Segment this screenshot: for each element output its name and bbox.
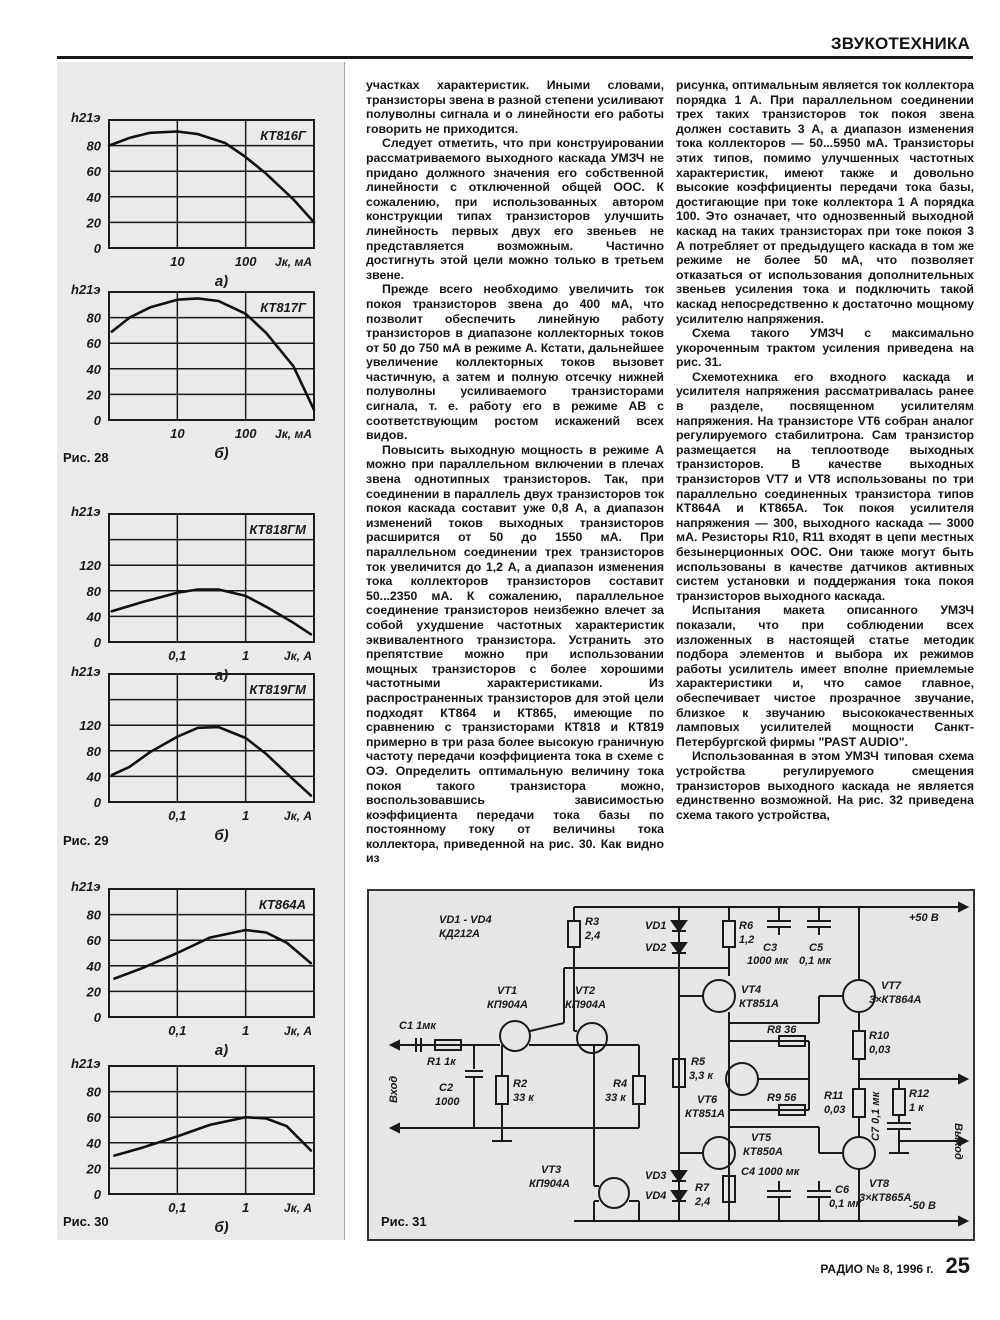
header-rule	[57, 56, 973, 59]
magazine-issue: РАДИО № 8, 1996 г.	[820, 1262, 934, 1276]
transistor-type-label: КТ818ГМ	[249, 522, 306, 537]
y-axis-label: h21э	[71, 110, 101, 125]
page-number: 25	[945, 1253, 970, 1278]
resistor-r4	[633, 1076, 645, 1104]
series-line	[114, 930, 311, 979]
y-tick-label: 0	[93, 795, 101, 810]
x-tick-label: 10	[170, 426, 185, 441]
y-tick-label: 80	[86, 138, 101, 154]
label-vt7-type: 3×КТ864А	[869, 994, 922, 1006]
y-tick-label: 80	[86, 1084, 101, 1100]
x-tick-label: 0,1	[168, 1200, 187, 1215]
subfigure-label: б)	[214, 827, 229, 842]
y-tick-label: 80	[86, 743, 101, 759]
paragraph: Схемотехника его входного каскада и усилителя напряжения рассматривалась ранее в разделе, посвященном усилителям напряжения. На транзисторе VT6 собран аналог регулируемого стабилитрона. Сам транзистор размещается на теплоотводе выходных транзисторов. В качестве выходных транзисторов VT7 и VT8 использованы по три параллельно соединенных транзистора типов КТ864А и КТ865А. Ток покоя усилителя напряжения — 300, выходного каскада — 3000 мА. Резисторы R10, R11 входят в цепи местных безынерционных ООС. Они также могут быть использованы в качестве датчиков активных систем установки и поддержания тока покоя транзисторов выходного каскада.	[676, 369, 974, 603]
figure-caption-28: Рис. 28	[63, 450, 109, 465]
label-vt1: VT1	[497, 985, 518, 997]
x-tick-label: 1	[242, 648, 250, 663]
label-vt4: VT4	[741, 984, 762, 996]
x-axis-label: Jк, мА	[275, 427, 312, 441]
y-tick-label: 60	[86, 1110, 101, 1126]
series-line	[112, 298, 314, 409]
y-axis-label: h21э	[71, 1056, 101, 1071]
y-axis-label: h21э	[71, 879, 101, 894]
resistor-r10	[853, 1031, 865, 1059]
series-line	[112, 590, 311, 635]
label-vd2: VD2	[645, 942, 667, 954]
label-r8: R8 36	[767, 1024, 797, 1036]
label-r11-value: 0,03	[824, 1104, 846, 1116]
label-vt2: VT2	[575, 985, 596, 997]
y-axis-label: h21э	[71, 504, 101, 519]
page-footer	[820, 1253, 970, 1279]
y-tick-label: 40	[86, 958, 101, 974]
chart-kt819gm	[57, 652, 344, 842]
paragraph: Следует отметить, что при конструировании рассматриваемого выходного каскада УМЗЧ не придано должного значения его собственной линейности с отключенной общей ООС. К сожалению, при использованных автором конструкции типах транзисторов улучшить линейность первых двух его звеньев не представляется возможным. Частично достигнуть этой цели можно только в третьем звене.	[366, 136, 664, 282]
x-tick-label: 100	[234, 254, 257, 269]
transistor-type-label: КТ817Г	[260, 300, 306, 315]
label-r6-value: 1,2	[739, 934, 755, 946]
label-r1: R1 1к	[427, 1056, 456, 1068]
label-r2: R2	[513, 1078, 528, 1090]
figure-caption-31: Рис. 31	[381, 1214, 427, 1229]
chart-svg	[57, 652, 344, 842]
subfigure-label: б)	[214, 1219, 229, 1234]
x-tick-label: 0,1	[168, 648, 187, 663]
label-r7: R7	[695, 1182, 710, 1194]
figure-caption-29: Рис. 29	[63, 833, 109, 848]
mosfet-vt1	[500, 1021, 530, 1051]
diode-vd3	[672, 1171, 686, 1181]
diode-vd1	[672, 921, 686, 931]
mosfet-vt3	[599, 1178, 629, 1208]
label-output: Выход	[952, 1123, 964, 1160]
y-tick-label: 20	[86, 984, 101, 1000]
label-c2-value: 1000	[435, 1096, 460, 1108]
label-plus-50v: +50 В	[909, 912, 939, 924]
label-vt1-type: КП904А	[487, 999, 528, 1011]
y-tick-label: 80	[86, 583, 101, 599]
subfigure-label: а)	[214, 667, 229, 682]
input-arrow-icon	[391, 1041, 399, 1049]
label-r3: R3	[585, 916, 600, 928]
label-r12: R12	[909, 1088, 930, 1100]
y-tick-label: 0	[93, 241, 101, 256]
y-tick-label: 120	[79, 718, 101, 734]
label-r3-value: 2,4	[585, 930, 601, 942]
chart-svg	[57, 867, 344, 1057]
resistor-r12	[893, 1089, 905, 1115]
label-vd1: VD1	[645, 920, 667, 932]
mosfet-vt2	[577, 1023, 607, 1053]
series-line	[114, 1117, 311, 1155]
y-tick-label: 20	[86, 387, 101, 403]
x-axis-label: Jк, А	[283, 649, 312, 663]
label-vd-range: VD1 - VD4	[439, 914, 492, 926]
label-vd-type: КД212А	[439, 928, 481, 940]
label-input: Вход	[388, 1075, 400, 1103]
label-vt6: VT6	[697, 1094, 718, 1106]
transistor-type-label: КТ816Г	[260, 128, 306, 143]
x-axis-label: Jк, А	[283, 1201, 312, 1215]
y-tick-label: 80	[86, 310, 101, 326]
label-r4-value: 33 к	[605, 1092, 626, 1104]
label-r5-value: 3,3 к	[689, 1070, 713, 1082]
label-vt5-type: КТ850А	[743, 1146, 783, 1158]
paragraph: участках характеристик. Иными словами, транзисторы звена в разной степени усиливают полуволны сигнала и о линейности его работы говорить не приходится.	[366, 78, 664, 136]
label-vt6-type: КТ851А	[685, 1108, 725, 1120]
label-vt4-type: КТ851А	[739, 998, 779, 1010]
y-tick-label: 20	[86, 215, 101, 231]
label-c5-value: 0,1 мк	[799, 955, 832, 967]
chart-svg	[57, 270, 344, 460]
label-r10: R10	[869, 1030, 890, 1042]
label-r12-value: 1 к	[909, 1102, 924, 1114]
resistor-r6	[723, 921, 735, 947]
transistor-vt5	[703, 1137, 735, 1169]
y-tick-label: 0	[93, 635, 101, 650]
label-r10-value: 0,03	[869, 1044, 891, 1056]
y-tick-label: 60	[86, 933, 101, 949]
paragraph: рисунка, оптимальным является ток коллектора порядка 1 А. При параллельном соединении трех таких транзисторов ток покоя звена должен составить 3 А, а диапазон изменения тока коллекторов — 50...5950 мА. Транзисторы этих типов, помимо улучшенных частотных характеристик, имеют также и довольно высокие коэффициенты передачи тока базы, достигающие при токе коллектора 1 А порядка 100. Это означает, что однозвенный выходной каскад на таких транзисторах при токе покоя 3 А потребляет от предыдущего каскада в том же режиме не более 50 мА, что позволяет отказаться от использования дополнительных звеньев усиления тока и подключить такой каскад непосредственно к достаточно мощному усилителю напряжения.	[676, 78, 974, 326]
y-tick-label: 0	[93, 1187, 101, 1202]
paragraph: Испытания макета описанного УМЗЧ показали, что при соблюдении всех изложенных в настоящей статье методик подбора элементов и выбора их режимов работы усилитель имеет вполне приемлемые характеристики и, что самое главное, обеспечивает чистое прозрачное звучание, близкое к звучанию высококачественных ламповых усилителей мощности Санкт-Петербургской фирмы "PAST AUDIO".	[676, 603, 974, 749]
label-r5: R5	[691, 1056, 706, 1068]
label-minus-50v: -50 В	[909, 1200, 936, 1212]
transistor-vt4	[703, 980, 735, 1012]
figures-column	[57, 62, 345, 1240]
paragraph: Использованная в этом УМЗЧ типовая схема устройства регулируемого смещения транзисторов выходного каскада не является единственно возможной. На рис. 32 приведена схема такого устройства,	[676, 749, 974, 822]
arrow-icon	[959, 903, 967, 911]
label-c3: C3	[763, 942, 778, 954]
y-tick-label: 40	[86, 189, 101, 205]
label-vt7: VT7	[881, 980, 902, 992]
resistor-r3	[568, 921, 580, 947]
label-vt5: VT5	[751, 1132, 772, 1144]
x-tick-label: 0,1	[168, 808, 187, 823]
label-c3-value: 1000 мк	[747, 955, 789, 967]
paragraph: Схема такого УМЗЧ с максимально укороченным трактом усиления приведена на рис. 31.	[676, 326, 974, 370]
y-tick-label: 40	[86, 609, 101, 625]
circuit-diagram	[369, 891, 973, 1239]
transistor-vt6	[726, 1063, 758, 1095]
y-tick-label: 40	[86, 769, 101, 785]
label-r4: R4	[613, 1078, 628, 1090]
y-tick-label: 120	[79, 558, 101, 574]
y-tick-label: 0	[93, 413, 101, 428]
output-arrow-icon	[959, 1075, 967, 1083]
x-tick-label: 100	[234, 426, 257, 441]
paragraph: Повысить выходную мощность в режиме А можно при параллельном включении в плечах звена однотипных транзисторов. Так, при соединении в параллель двух транзисторов ток покоя каскада составит уже 0,8 А, а диапазон изменений токов выходных транзисторов расширится от 50 до 1550 мА. При параллельном соединении трех транзисторов ток увеличится до 1,2 А, а диапазон изменения тока коллекторов транзисторов составит 50...2350 мА. К сожалению, параллельное соединение транзисторов неизбежно влечет за собой ухудшение частотных характеристик эквивалентного транзистора. Устранить это препятствие можно при использовании мощных транзисторов с более хорошими частотными характеристиками. Из распространенных транзисторов для этой цели подходят КТ864 и КТ865, имеющие по сравнению с транзисторами КТ818 и КТ819 примерно в три раза более высокую граничную частоту передачи коэффициента тока в схеме с ОЭ. Определить оптимальную величину тока покоя такого транзистора можно, воспользовавшись зависимостью коэффициента передачи тока базы по постоянному току от величины тока коллектора, приведенной на рис. 30. Как видно из	[366, 442, 664, 866]
paragraph: Прежде всего необходимо увеличить ток покоя транзисторов звена до 400 мА, что позволит обеспечить линейную работу транзисторов в диапазоне коллекторных токов от 50 до 750 мА в режиме А. Кстати, дальнейшее увеличение коллекторных токов вызовет частичную, а затем и полную отсечку нижней полуволны усиливаемого транзисторами сигнала, т. е. работу его в режиме АВ с соответствующим ростом искажений всех видов.	[366, 282, 664, 443]
transistor-type-label: КТ819ГМ	[249, 682, 306, 697]
label-r11: R11	[824, 1090, 844, 1102]
x-axis-label: Jк, А	[283, 1024, 312, 1038]
x-tick-label: 10	[170, 254, 185, 269]
label-c6: C6	[835, 1184, 850, 1196]
label-vt3: VT3	[541, 1164, 562, 1176]
series-line	[112, 727, 311, 796]
x-tick-label: 1	[242, 1200, 250, 1215]
subfigure-label: а)	[214, 273, 229, 288]
label-vt2-type: КП904А	[565, 999, 606, 1011]
subfigure-label: а)	[214, 1042, 229, 1057]
section-rubric: ЗВУКОТЕХНИКА	[830, 34, 970, 53]
label-c2: C2	[439, 1082, 454, 1094]
label-r9: R9 56	[767, 1092, 797, 1104]
chart-kt865a	[57, 1044, 344, 1234]
label-c5: C5	[809, 942, 824, 954]
x-tick-label: 0,1	[168, 1023, 187, 1038]
diode-vd4	[672, 1191, 686, 1201]
chart-svg	[57, 1044, 344, 1234]
x-axis-label: Jк, мА	[275, 255, 312, 269]
y-axis-label: h21э	[71, 664, 101, 679]
subfigure-label: б)	[214, 445, 229, 460]
y-tick-label: 60	[86, 336, 101, 352]
label-c4: C4 1000 мк	[741, 1166, 800, 1178]
article-column-2	[366, 78, 664, 866]
label-c6-value: 0,1 мк	[829, 1198, 862, 1210]
chart-kt817g	[57, 270, 344, 460]
plot-frame	[109, 1066, 314, 1194]
schematic-figure-31	[367, 889, 975, 1241]
transistor-type-label: КТ864А	[258, 897, 306, 912]
diode-vd2	[672, 943, 686, 953]
chart-kt864a	[57, 867, 344, 1057]
y-tick-label: 40	[86, 1135, 101, 1151]
x-axis-label: Jк, А	[283, 809, 312, 823]
label-r7-value: 2,4	[695, 1196, 711, 1208]
arrow-icon	[959, 1217, 967, 1225]
label-r2-value: 33 к	[513, 1092, 534, 1104]
y-tick-label: 60	[86, 164, 101, 180]
chart-svg	[57, 98, 344, 288]
figure-caption-30: Рис. 30	[63, 1214, 109, 1229]
label-c7: C7 0,1 мк	[870, 1091, 882, 1141]
label-vt8: VT8	[869, 1178, 890, 1190]
y-tick-label: 80	[86, 907, 101, 923]
article-column-3	[676, 78, 974, 822]
x-tick-label: 1	[242, 808, 250, 823]
chart-kt816g	[57, 98, 344, 288]
label-c1: C1 1мк	[399, 1020, 436, 1032]
x-tick-label: 1	[242, 1023, 250, 1038]
label-vd3: VD3	[645, 1170, 667, 1182]
label-r6: R6	[739, 920, 754, 932]
y-tick-label: 40	[86, 361, 101, 377]
label-vt3-type: КП904А	[529, 1178, 570, 1190]
y-axis-label: h21э	[71, 282, 101, 297]
resistor-r2	[496, 1076, 508, 1104]
y-tick-label: 20	[86, 1161, 101, 1177]
label-vt8-type: 3×КТ865А	[859, 1192, 912, 1204]
label-vd4: VD4	[645, 1190, 667, 1202]
input-arrow-icon	[391, 1124, 399, 1132]
y-tick-label: 0	[93, 1010, 101, 1025]
resistor-r11	[853, 1089, 865, 1117]
